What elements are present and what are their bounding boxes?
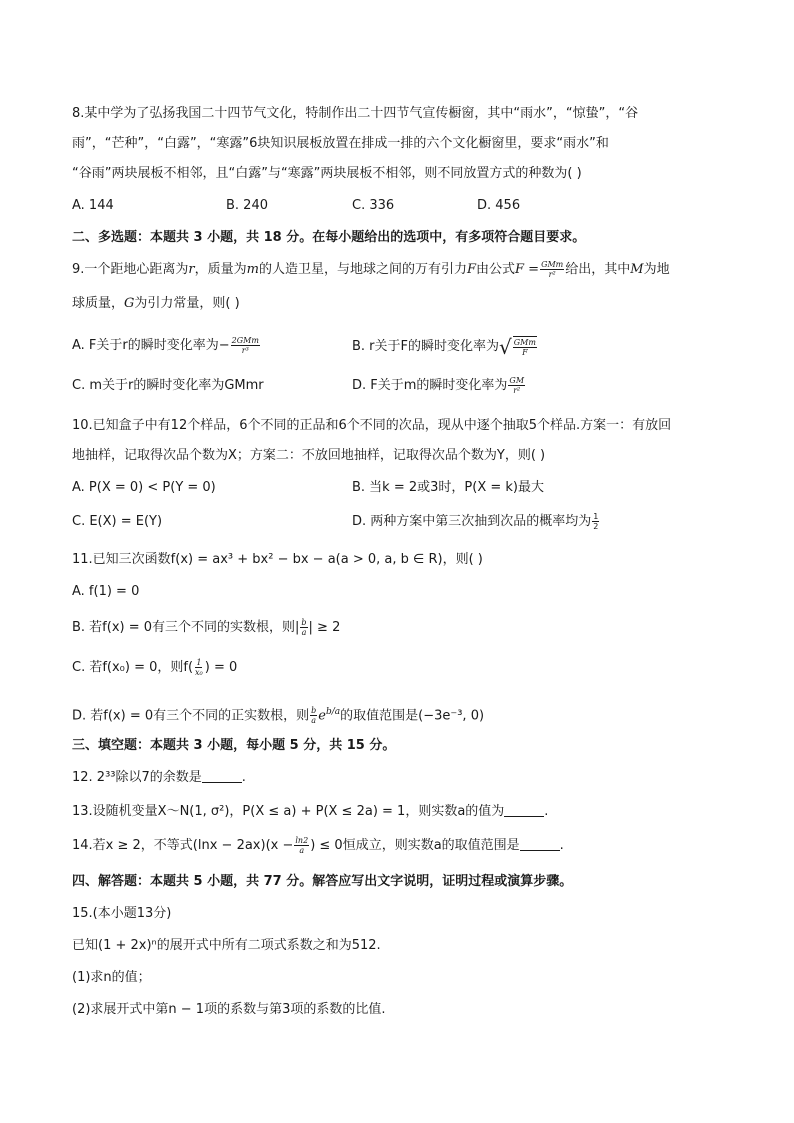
q10-option-a: A. P(X = 0) < P(Y = 0) bbox=[72, 480, 216, 495]
q10-line1: 10.已知盒子中有12个样品，6个不同的正品和6个不同的次品，现从中逐个抽取5个样品.方案一：有放回 bbox=[72, 418, 672, 433]
q15-heading: 15.(本小题13分) bbox=[72, 906, 172, 921]
q14-text: 14.若x ≥ 2，不等式(lnx − 2ax)(x − bbox=[72, 838, 294, 853]
q9-text: 球质量， bbox=[72, 296, 125, 311]
q9-formula-fraction bbox=[540, 260, 564, 279]
q9-text: 的人造卫星，与地球之间的万有引力 bbox=[258, 262, 467, 277]
q9-line1 bbox=[72, 260, 724, 280]
q9-text: 9.一个距地心距离为 bbox=[72, 262, 189, 277]
q8-line2: 雨”，“芒种”，“白露”，“寒露”6块知识展板放置在排成一排的六个文化橱窗里，要求“雨水”和 bbox=[72, 136, 609, 151]
q9-var-m: m bbox=[246, 262, 259, 277]
fraction-numerator: 2GMm bbox=[231, 336, 259, 345]
option-fraction bbox=[513, 336, 537, 357]
q10-line2: 地抽样，记取得次品个数为X；方案二：不放回地抽样，记取得次品个数为Y，则( ) bbox=[72, 448, 546, 463]
q8-line3: “谷雨”两块展板不相邻，且“白露”与“寒露”两块展板不相邻，则不同放置方式的种数为( ) bbox=[72, 166, 582, 181]
option-text: B. 若f(x) = 0有三个不同的实数根，则| bbox=[72, 620, 300, 635]
q13-text: 13.设随机变量X～N(1, σ²)，P(X ≤ a) + P(X ≤ 2a) = 1，则实数a的值为 bbox=[72, 804, 505, 819]
section-2-heading: 二、多选题：本题共 3 小题，共 18 分。在每小题给出的选项中，有多项符合题目要求。 bbox=[72, 230, 586, 245]
fraction-denominator: a bbox=[299, 846, 305, 855]
option-text: D. 若f(x) = 0有三个不同的正实数根，则 bbox=[72, 708, 310, 724]
fraction-denominator: a bbox=[301, 628, 307, 637]
q9-formula: F = bbox=[515, 262, 540, 277]
fraction-numerator: GMm bbox=[541, 260, 564, 269]
option-text: ) = 0 bbox=[204, 660, 238, 675]
option-fraction bbox=[508, 376, 525, 395]
q11-option-a: A. f(1) = 0 bbox=[72, 584, 140, 599]
fraction-numerator: b bbox=[301, 618, 307, 627]
q14-line: 14.若x ≥ 2，不等式(lnx − 2ax)(x − $\frac{\ln 2}{a}$ ) ≤ 0恒成立，则实数a的取值范围是 . bbox=[72, 836, 564, 855]
q10-option-b: B. 当k = 2或3时，P(X = k)最大 bbox=[352, 480, 544, 495]
q9-var-g: G bbox=[124, 296, 135, 311]
q9-var-big-m: M bbox=[630, 262, 644, 277]
fraction-denominator: 2 bbox=[593, 522, 599, 531]
q9-text: 给出，其中 bbox=[565, 262, 631, 277]
option-text: 的取值范围是(−3e⁻³, 0) bbox=[340, 708, 485, 724]
q15-part2: (2)求展开式中第n − 1项的系数与第3项的系数的比值. bbox=[72, 1002, 386, 1017]
option-text: D. F关于m的瞬时变化率为 bbox=[352, 378, 508, 393]
q8-option-a: A. 144 bbox=[72, 198, 114, 213]
fraction-denominator: F bbox=[522, 348, 528, 357]
fraction-denominator: a bbox=[311, 716, 317, 726]
q9-option-b bbox=[352, 336, 538, 357]
option-fraction bbox=[194, 658, 204, 677]
section-3-heading: 三、填空题：本题共 3 小题，每小题 5 分，共 15 分。 bbox=[72, 738, 396, 753]
q12-text: 12. 2³³除以7的余数是 bbox=[72, 770, 202, 785]
q8-option-b: B. 240 bbox=[226, 198, 268, 213]
q14-fraction bbox=[294, 836, 309, 855]
option-fraction bbox=[592, 512, 599, 531]
q9-option-d bbox=[352, 376, 526, 396]
q9-var-r: r bbox=[188, 262, 195, 277]
q14-text: ) ≤ 0恒成立，则实数a的取值范围是 bbox=[310, 838, 520, 853]
q8-option-d: D. 456 bbox=[477, 198, 521, 213]
q10-option-c: C. E(X) = E(Y) bbox=[72, 514, 163, 529]
fraction-numerator: 1 bbox=[593, 512, 599, 521]
q8-line1: 8.某中学为了弘扬我国二十四节气文化，特制作出二十四节气宣传橱窗，其中“雨水”，“惊蛰”，“谷 bbox=[72, 106, 639, 121]
option-exponent: b/a bbox=[325, 707, 341, 717]
q11-option-b bbox=[72, 618, 340, 638]
q9-text: 为地 bbox=[643, 262, 670, 277]
q15-part1: (1)求n的值； bbox=[72, 970, 151, 985]
q10-option-d bbox=[352, 512, 600, 532]
q15-stem: 已知(1 + 2x)ⁿ的展开式中所有二项式系数之和为512. bbox=[72, 938, 381, 953]
option-fraction bbox=[310, 706, 317, 725]
fraction-denominator: x₀ bbox=[195, 668, 203, 677]
option-text: A. F关于r的瞬时变化率为− bbox=[72, 338, 230, 353]
option-text: B. r关于F的瞬时变化率为 bbox=[352, 339, 500, 354]
fraction-numerator: ln2 bbox=[295, 836, 309, 845]
fraction-numerator: GMm bbox=[513, 338, 536, 347]
fraction-numerator: b bbox=[311, 706, 317, 716]
answer-blank[interactable] bbox=[520, 850, 560, 851]
option-text: | ≥ 2 bbox=[308, 620, 341, 635]
sqrt-symbol: √ $\frac{\text{GMm}}{F}$ bbox=[499, 334, 536, 359]
q9-var-f: F bbox=[466, 262, 477, 277]
option-text: D. 两种方案中第三次抽到次品的概率均为 bbox=[352, 514, 592, 529]
section-4-heading: 四、解答题：本题共 5 小题，共 77 分。解答应写出文字说明，证明过程或演算步骤。 bbox=[72, 874, 573, 889]
q12-line: 12. 2³³除以7的余数是 . bbox=[72, 770, 246, 785]
q11-line1: 11.已知三次函数f(x) = ax³ + bx² − bx − a(a > 0, a, b ∈ R)，则( ) bbox=[72, 552, 483, 567]
q11-option-d bbox=[72, 702, 484, 726]
option-text: C. 若f(x₀) = 0，则f( bbox=[72, 660, 194, 675]
fraction-denominator: r² bbox=[513, 386, 521, 395]
q9-text: ，质量为 bbox=[194, 262, 247, 277]
fraction-denominator: r² bbox=[548, 270, 556, 279]
q9-text: 由公式 bbox=[476, 262, 516, 277]
q9-text: 为引力常量，则( ) bbox=[134, 296, 240, 311]
answer-blank[interactable] bbox=[504, 816, 544, 817]
q13-line: 13.设随机变量X～N(1, σ²)，P(X ≤ a) + P(X ≤ 2a) = 1，则实数a的值为 . bbox=[72, 804, 549, 819]
q8-option-c: C. 336 bbox=[352, 198, 395, 213]
option-fraction bbox=[231, 336, 260, 355]
q9-option-c: C. m关于r的瞬时变化率为GMmr bbox=[72, 378, 264, 393]
fraction-numerator: GM bbox=[509, 376, 525, 385]
fraction-numerator: 1 bbox=[196, 658, 202, 667]
q11-option-c bbox=[72, 658, 237, 678]
answer-blank[interactable] bbox=[202, 782, 242, 783]
q9-option-a bbox=[72, 336, 261, 356]
option-exp-base: e bbox=[318, 708, 326, 724]
option-fraction bbox=[300, 618, 307, 637]
q9-line2 bbox=[72, 294, 724, 314]
fraction-denominator: r³ bbox=[241, 346, 249, 355]
